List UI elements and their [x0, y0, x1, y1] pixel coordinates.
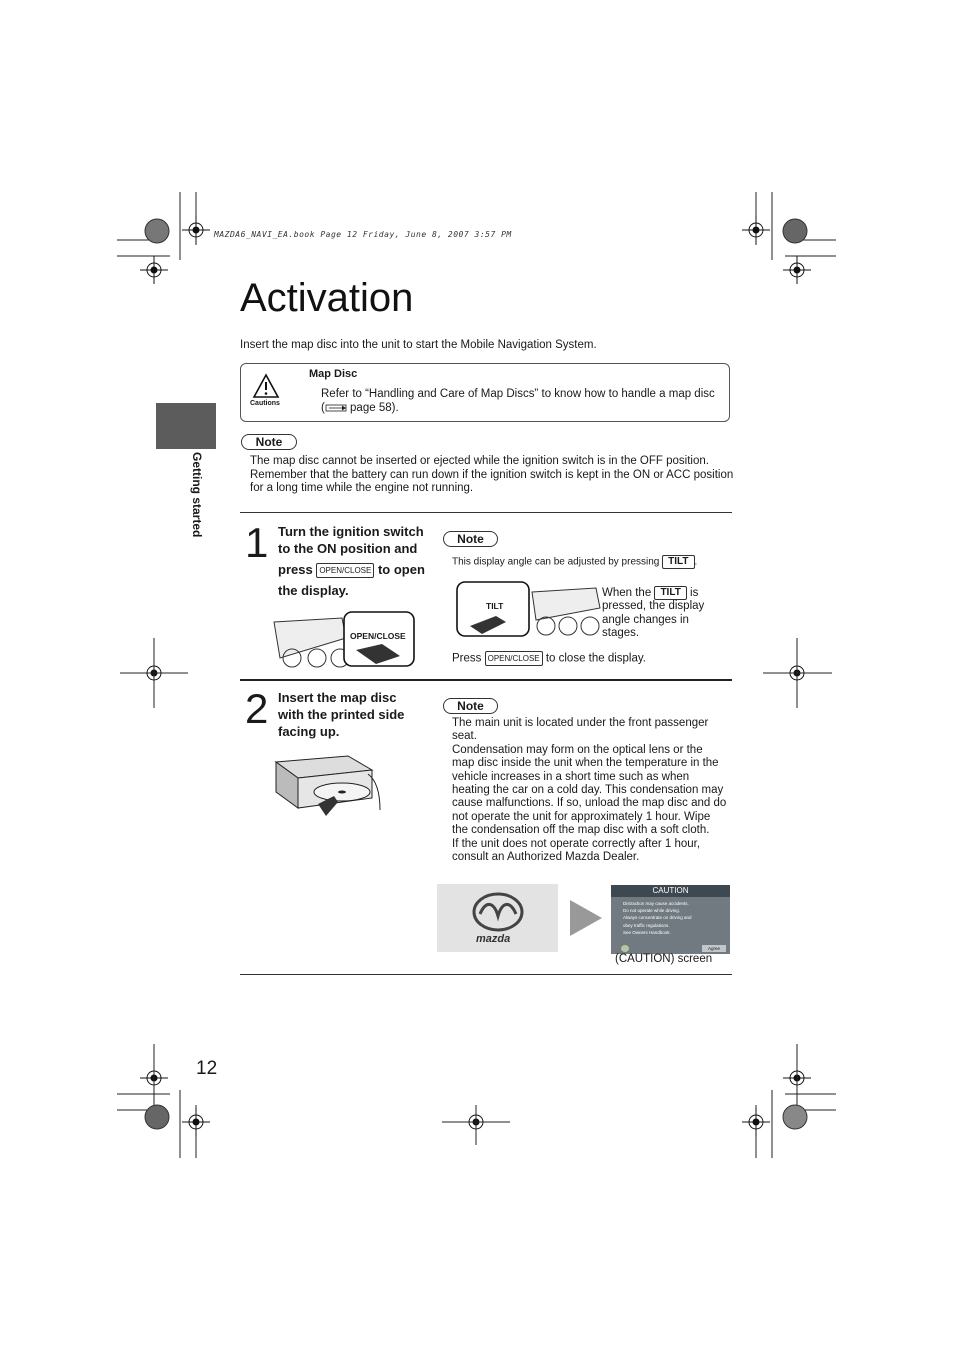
step-2-text: Insert the map disc with the printed side facing up. — [278, 690, 405, 739]
divider — [240, 974, 732, 975]
arrow-right-icon — [568, 898, 604, 938]
caution-title: Map Disc — [309, 368, 358, 380]
step-number: 2 — [245, 685, 269, 732]
mazda-logo-text: mazda — [476, 933, 511, 945]
intro-text: Insert the map disc into the unit to start the Mobile Navigation System. — [240, 339, 597, 351]
page-reference-icon — [325, 403, 347, 413]
note-text: The map disc cannot be inserted or ejected while the ignition switch is in the OFF position. Remember that the battery can run down if the ignition switch is kept in the ON or ACC position for a long time while the engine not running. — [250, 455, 734, 494]
step-1-line1: Turn the ignition switch to the ON position and — [278, 524, 424, 556]
note-badge: Note — [443, 531, 498, 547]
note-badge: Note — [443, 698, 498, 714]
disc-insert-illustration — [272, 752, 387, 818]
tilt-note: This display angle can be adjusted by pressing TILT . — [452, 556, 698, 568]
screen-line: Distraction may cause accidents. — [623, 901, 689, 906]
section-label: Getting started — [190, 452, 204, 538]
caution-text — [321, 387, 721, 415]
step-1-line3: to open — [377, 562, 425, 577]
divider — [240, 512, 732, 513]
warning-icon — [252, 373, 280, 399]
caution-screen-title: CAUTION — [611, 885, 730, 897]
step-1-line4: the display. — [278, 583, 349, 598]
tilt-description — [602, 586, 722, 641]
screen-line: See Owners Handbook. — [623, 929, 671, 935]
close-text: to close the display. — [545, 652, 646, 665]
section-tab — [156, 403, 216, 449]
caution-screen-text — [623, 900, 727, 936]
note-line: If the unit does not operate correctly after 1 hour, consult an Authorized Mazda Dealer. — [452, 837, 701, 864]
note-badge: Note — [241, 434, 297, 450]
is-word: is — [690, 587, 699, 600]
step-number: 1 — [245, 519, 269, 566]
open-close-key: OPEN/CLOSE — [485, 651, 543, 666]
tilt-illustration-label: TILT — [486, 601, 504, 611]
open-close-label: OPEN/CLOSE — [350, 631, 406, 641]
close-instruction — [452, 651, 646, 666]
screen-line: Do not operate while driving. — [623, 908, 681, 914]
when-the: When the — [602, 587, 652, 600]
mazda-logo-icon — [472, 892, 524, 932]
step-1-press: press — [278, 562, 313, 577]
tilt-note-text: This display angle can be adjusted by pressing — [452, 556, 660, 568]
page-title: Activation — [240, 276, 414, 320]
caution-text-before: Refer to “Handling and Care of Map Discs” to know how to handle a map disc ( — [321, 388, 715, 414]
caution-label: Cautions — [250, 400, 280, 407]
tilt-illustration — [456, 580, 601, 640]
divider — [240, 679, 732, 681]
screen-status-icon — [621, 945, 629, 952]
agree-button[interactable]: Agree — [702, 945, 726, 952]
note-line: Condensation may form on the optical lens or the map disc inside the unit when the temperature in the vehicle increases in a short time such as when heating the car on a cold day. This condensation may cause malfunctions. If so, unload the map disc and do not operate the unit for approximately 1 hour. Wipe the condensation off the map disc with a soft cloth. — [452, 743, 727, 837]
print-header: MAZDA6_NAVI_EA.book Page 12 Friday, June 8, 2007 3:57 PM — [214, 230, 512, 239]
caution-screen-caption: (CAUTION) screen — [615, 953, 713, 965]
note-line: The main unit is located under the front passenger seat. — [452, 717, 709, 743]
screen-line: Always concentrate on driving and — [623, 915, 692, 921]
step-2-note — [452, 717, 727, 864]
caution-text-after: page 58). — [346, 402, 399, 414]
step-1-line2 — [278, 561, 438, 578]
tilt-key: TILT — [654, 586, 686, 600]
tilt-desc: pressed, the display angle changes in stages. — [602, 600, 705, 640]
page-number: 12 — [196, 1058, 218, 1079]
press-word: Press — [452, 652, 482, 665]
screen-line: obey traffic regulations. — [623, 922, 670, 928]
open-close-key: OPEN/CLOSE — [316, 563, 374, 578]
tilt-key: TILT — [662, 555, 694, 569]
